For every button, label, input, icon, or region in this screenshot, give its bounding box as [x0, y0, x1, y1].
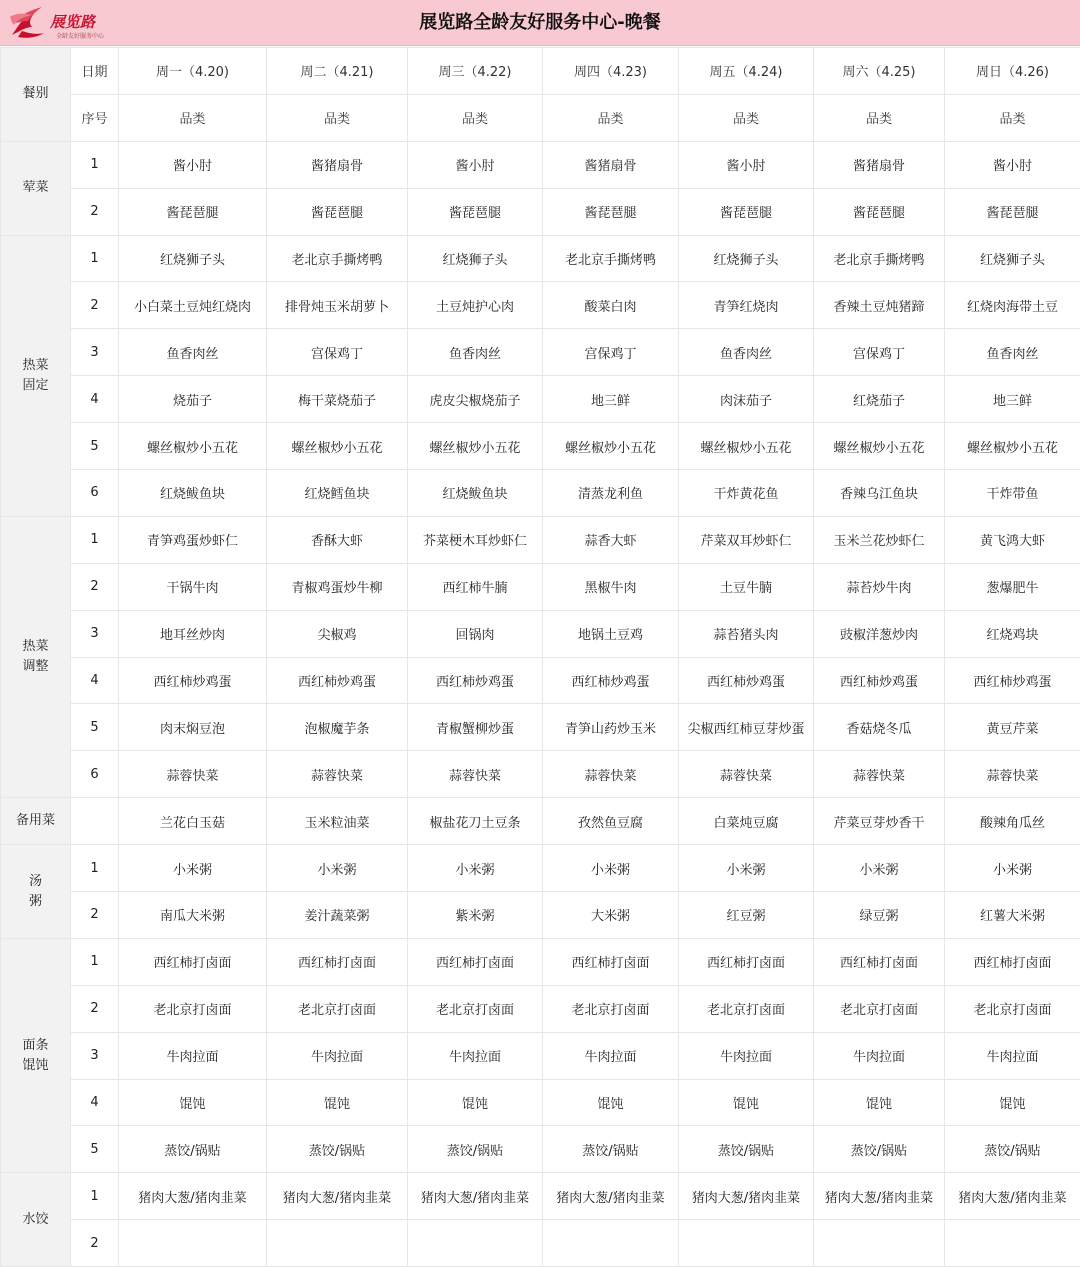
dish-cell: 香辣土豆炖猪蹄	[814, 282, 945, 329]
seq-cell: 1	[71, 235, 119, 282]
seq-cell	[71, 798, 119, 845]
dish-cell: 蒜蓉快菜	[267, 751, 408, 798]
menu-row	[1, 798, 1080, 845]
dish-cell: 西红柿打卤面	[814, 938, 945, 985]
dish-cell: 排骨炖玉米胡萝卜	[267, 282, 408, 329]
dish-cell: 蒜蓉快菜	[679, 751, 814, 798]
dish-cell: 猪肉大葱/猪肉韭菜	[945, 1173, 1080, 1220]
dish-cell: 牛肉拉面	[119, 1032, 267, 1079]
seq-cell: 5	[71, 1126, 119, 1173]
dish-cell: 蒜蓉快菜	[119, 751, 267, 798]
dish-cell: 宫保鸡丁	[814, 329, 945, 376]
dish-cell: 蒜苔炒牛肉	[814, 563, 945, 610]
dish-cell: 豉椒洋葱炒肉	[814, 610, 945, 657]
dish-cell: 西红柿炒鸡蛋	[814, 657, 945, 704]
meal-category-cell	[1, 938, 71, 1172]
dish-cell: 老北京手撕烤鸭	[267, 235, 408, 282]
dish-cell: 西红柿炒鸡蛋	[543, 657, 679, 704]
dish-cell: 姜汁蔬菜粥	[267, 892, 408, 939]
dish-cell: 绿豆粥	[814, 892, 945, 939]
date-header: 日期	[71, 48, 119, 95]
dish-cell: 地三鲜	[543, 376, 679, 423]
dish-cell: 猪肉大葱/猪肉韭菜	[814, 1173, 945, 1220]
dish-cell: 西红柿打卤面	[945, 938, 1080, 985]
dish-cell: 香酥大虾	[267, 516, 408, 563]
dish-cell	[267, 1220, 408, 1267]
dish-cell: 青笋鸡蛋炒虾仁	[119, 516, 267, 563]
seq-cell: 6	[71, 470, 119, 517]
dish-cell: 酱琵琶腿	[945, 188, 1080, 235]
dish-cell: 椒盐花刀土豆条	[408, 798, 543, 845]
logo-subtitle: 全龄友好服务中心	[56, 31, 104, 40]
menu-row	[1, 938, 1080, 985]
menu-row	[1, 1126, 1080, 1173]
seq-cell: 4	[71, 376, 119, 423]
dish-cell: 紫米粥	[408, 892, 543, 939]
menu-row	[1, 423, 1080, 470]
dish-cell: 回锅肉	[408, 610, 543, 657]
dish-cell: 酱小肘	[119, 141, 267, 188]
meal-category-label: 荤菜	[22, 180, 48, 195]
seq-cell: 3	[71, 1032, 119, 1079]
menu-row	[1, 985, 1080, 1032]
dish-cell: 尖椒鸡	[267, 610, 408, 657]
dish-cell: 蒸饺/锅贴	[408, 1126, 543, 1173]
dish-cell	[543, 1220, 679, 1267]
seq-cell: 2	[71, 188, 119, 235]
dish-cell: 猪肉大葱/猪肉韭菜	[267, 1173, 408, 1220]
dish-cell: 猪肉大葱/猪肉韭菜	[679, 1173, 814, 1220]
menu-table	[0, 47, 1080, 1267]
dish-cell: 牛肉拉面	[814, 1032, 945, 1079]
dish-cell: 肉沫茄子	[679, 376, 814, 423]
day-header: 周四（4.23)	[543, 48, 679, 95]
dish-cell: 地耳丝炒肉	[119, 610, 267, 657]
dish-cell: 螺丝椒炒小五花	[679, 423, 814, 470]
meal-category-cell	[1, 798, 71, 845]
dish-cell: 香辣乌江鱼块	[814, 470, 945, 517]
seq-cell: 1	[71, 938, 119, 985]
menu-row	[1, 1173, 1080, 1220]
dish-cell: 尖椒西红柿豆芽炒蛋	[679, 704, 814, 751]
dish-cell: 芹菜双耳炒虾仁	[679, 516, 814, 563]
meal-category-label: 粥	[29, 894, 42, 909]
dish-cell: 孜然鱼豆腐	[543, 798, 679, 845]
dish-cell: 西红柿打卤面	[543, 938, 679, 985]
menu-row	[1, 704, 1080, 751]
dish-cell: 牛肉拉面	[408, 1032, 543, 1079]
category-header: 品类	[679, 94, 814, 141]
seq-cell: 4	[71, 1079, 119, 1126]
dish-cell: 酸菜白肉	[543, 282, 679, 329]
dish-cell: 宫保鸡丁	[267, 329, 408, 376]
dish-cell: 小米粥	[543, 845, 679, 892]
menu-row	[1, 892, 1080, 939]
dish-cell	[679, 1220, 814, 1267]
dish-cell: 清蒸龙利鱼	[543, 470, 679, 517]
dish-cell: 红烧鲅鱼块	[119, 470, 267, 517]
dish-cell: 酱琵琶腿	[814, 188, 945, 235]
meal-category-label: 热菜	[22, 639, 48, 654]
dish-cell: 西红柿炒鸡蛋	[408, 657, 543, 704]
seq-header: 序号	[71, 94, 119, 141]
seq-cell: 2	[71, 1220, 119, 1267]
menu-row	[1, 751, 1080, 798]
dish-cell: 牛肉拉面	[267, 1032, 408, 1079]
logo-text: 展览路	[50, 11, 95, 32]
dish-cell: 红薯大米粥	[945, 892, 1080, 939]
dish-cell: 红烧鳕鱼块	[267, 470, 408, 517]
dish-cell: 酸辣角瓜丝	[945, 798, 1080, 845]
menu-row	[1, 141, 1080, 188]
dish-cell: 老北京手撕烤鸭	[543, 235, 679, 282]
dish-cell: 红烧鸡块	[945, 610, 1080, 657]
dish-cell: 酱小肘	[408, 141, 543, 188]
seq-cell: 3	[71, 610, 119, 657]
meal-category-label: 馄饨	[22, 1058, 48, 1073]
meal-category-label: 面条	[22, 1038, 48, 1053]
dish-cell: 老北京手撕烤鸭	[814, 235, 945, 282]
dish-cell: 西红柿炒鸡蛋	[119, 657, 267, 704]
dish-cell: 大米粥	[543, 892, 679, 939]
seq-cell: 5	[71, 423, 119, 470]
dish-cell: 梅干菜烧茄子	[267, 376, 408, 423]
dish-cell: 小米粥	[119, 845, 267, 892]
dish-cell: 虎皮尖椒烧茄子	[408, 376, 543, 423]
meal-category-label: 热菜	[22, 358, 48, 373]
dish-cell: 青笋红烧肉	[679, 282, 814, 329]
dish-cell: 红烧狮子头	[945, 235, 1080, 282]
dish-cell: 酱琵琶腿	[408, 188, 543, 235]
dish-cell: 兰花白玉菇	[119, 798, 267, 845]
dish-cell: 小白菜土豆炖红烧肉	[119, 282, 267, 329]
dish-cell: 西红柿打卤面	[119, 938, 267, 985]
dish-cell: 黄豆芹菜	[945, 704, 1080, 751]
menu-row	[1, 329, 1080, 376]
dish-cell: 老北京打卤面	[408, 985, 543, 1032]
dish-cell: 馄饨	[543, 1079, 679, 1126]
category-header: 品类	[543, 94, 679, 141]
dish-cell: 蒜蓉快菜	[814, 751, 945, 798]
dish-cell: 牛肉拉面	[543, 1032, 679, 1079]
dish-cell: 鱼香肉丝	[945, 329, 1080, 376]
dish-cell: 蒜蓉快菜	[945, 751, 1080, 798]
seq-cell: 1	[71, 141, 119, 188]
dish-cell: 鱼香肉丝	[679, 329, 814, 376]
dish-cell: 螺丝椒炒小五花	[408, 423, 543, 470]
menu-row	[1, 282, 1080, 329]
dish-cell: 青笋山药炒玉米	[543, 704, 679, 751]
seq-cell: 1	[71, 1173, 119, 1220]
dish-cell: 馄饨	[267, 1079, 408, 1126]
dish-cell: 黄飞鸿大虾	[945, 516, 1080, 563]
dish-cell: 小米粥	[814, 845, 945, 892]
dish-cell: 酱猪扇骨	[814, 141, 945, 188]
dish-cell: 玉米粒油菜	[267, 798, 408, 845]
dish-cell: 西红柿打卤面	[679, 938, 814, 985]
category-header: 品类	[267, 94, 408, 141]
seq-cell: 1	[71, 516, 119, 563]
dish-cell: 酱猪扇骨	[267, 141, 408, 188]
dish-cell: 蒜香大虾	[543, 516, 679, 563]
dish-cell: 白菜炖豆腐	[679, 798, 814, 845]
menu-row	[1, 470, 1080, 517]
seq-cell: 4	[71, 657, 119, 704]
dish-cell: 干炸黄花鱼	[679, 470, 814, 517]
menu-row	[1, 563, 1080, 610]
dish-cell: 西红柿炒鸡蛋	[267, 657, 408, 704]
seq-cell: 2	[71, 985, 119, 1032]
meal-category-label: 汤	[29, 874, 42, 889]
dish-cell: 酱琵琶腿	[679, 188, 814, 235]
header-row-category	[1, 94, 1080, 141]
dish-cell: 红烧肉海带土豆	[945, 282, 1080, 329]
dish-cell: 酱猪扇骨	[543, 141, 679, 188]
dish-cell: 酱琵琶腿	[119, 188, 267, 235]
dish-cell: 土豆炖护心肉	[408, 282, 543, 329]
menu-row	[1, 845, 1080, 892]
dish-cell: 红烧狮子头	[408, 235, 543, 282]
dish-cell: 西红柿打卤面	[267, 938, 408, 985]
dish-cell: 鱼香肉丝	[119, 329, 267, 376]
dish-cell: 酱琵琶腿	[267, 188, 408, 235]
dish-cell: 小米粥	[267, 845, 408, 892]
meal-category-cell	[1, 235, 71, 516]
dish-cell: 红豆粥	[679, 892, 814, 939]
dish-cell: 酱小肘	[945, 141, 1080, 188]
dish-cell: 馄饨	[408, 1079, 543, 1126]
category-header: 品类	[814, 94, 945, 141]
dish-cell: 玉米兰花炒虾仁	[814, 516, 945, 563]
meal-category-cell	[1, 845, 71, 939]
dish-cell: 螺丝椒炒小五花	[119, 423, 267, 470]
dish-cell: 红烧狮子头	[679, 235, 814, 282]
dish-cell: 酱小肘	[679, 141, 814, 188]
dish-cell: 老北京打卤面	[679, 985, 814, 1032]
seq-cell: 2	[71, 892, 119, 939]
dish-cell: 螺丝椒炒小五花	[267, 423, 408, 470]
dish-cell: 蒜蓉快菜	[543, 751, 679, 798]
meal-category-label: 备用菜	[16, 813, 55, 828]
day-header: 周五（4.24)	[679, 48, 814, 95]
meal-category-cell	[1, 516, 71, 797]
dish-cell: 红烧鲅鱼块	[408, 470, 543, 517]
dish-cell	[814, 1220, 945, 1267]
dish-cell: 小米粥	[679, 845, 814, 892]
meal-category-cell	[1, 141, 71, 235]
meal-category-label: 水饺	[22, 1212, 48, 1227]
menu-row	[1, 235, 1080, 282]
dish-cell: 芥菜梗木耳炒虾仁	[408, 516, 543, 563]
dish-cell: 西红柿牛腩	[408, 563, 543, 610]
dish-cell: 猪肉大葱/猪肉韭菜	[408, 1173, 543, 1220]
page-title: 展览路全龄友好服务中心-晚餐	[0, 0, 1080, 45]
day-header: 周二（4.21)	[267, 48, 408, 95]
dish-cell: 螺丝椒炒小五花	[814, 423, 945, 470]
dish-cell: 葱爆肥牛	[945, 563, 1080, 610]
dish-cell: 干炸带鱼	[945, 470, 1080, 517]
dish-cell: 肉末焖豆泡	[119, 704, 267, 751]
dish-cell: 西红柿打卤面	[408, 938, 543, 985]
dish-cell: 香菇烧冬瓜	[814, 704, 945, 751]
dish-cell: 南瓜大米粥	[119, 892, 267, 939]
seq-cell: 5	[71, 704, 119, 751]
seq-cell: 6	[71, 751, 119, 798]
meal-category-cell	[1, 1173, 71, 1267]
dish-cell: 地锅土豆鸡	[543, 610, 679, 657]
dish-cell	[945, 1220, 1080, 1267]
meal-type-header: 餐别	[1, 48, 71, 142]
dish-cell: 老北京打卤面	[814, 985, 945, 1032]
dish-cell: 酱琵琶腿	[543, 188, 679, 235]
seq-cell: 2	[71, 282, 119, 329]
dish-cell: 小米粥	[408, 845, 543, 892]
category-header: 品类	[119, 94, 267, 141]
dish-cell: 蒸饺/锅贴	[679, 1126, 814, 1173]
menu-row	[1, 1220, 1080, 1267]
menu-row	[1, 1032, 1080, 1079]
dish-cell	[119, 1220, 267, 1267]
day-header: 周六（4.25)	[814, 48, 945, 95]
dish-cell: 芹菜豆芽炒香干	[814, 798, 945, 845]
dish-cell: 老北京打卤面	[119, 985, 267, 1032]
dish-cell: 土豆牛腩	[679, 563, 814, 610]
dish-cell: 蒸饺/锅贴	[945, 1126, 1080, 1173]
dish-cell: 红烧狮子头	[119, 235, 267, 282]
dish-cell: 鱼香肉丝	[408, 329, 543, 376]
dish-cell: 蒸饺/锅贴	[119, 1126, 267, 1173]
dish-cell: 地三鲜	[945, 376, 1080, 423]
dish-cell: 馄饨	[119, 1079, 267, 1126]
dish-cell: 老北京打卤面	[543, 985, 679, 1032]
day-header: 周三（4.22)	[408, 48, 543, 95]
seq-cell: 1	[71, 845, 119, 892]
menu-row	[1, 1079, 1080, 1126]
dish-cell: 老北京打卤面	[267, 985, 408, 1032]
menu-row	[1, 188, 1080, 235]
dish-cell: 蒜蓉快菜	[408, 751, 543, 798]
dish-cell: 馄饨	[945, 1079, 1080, 1126]
dish-cell: 泡椒魔芋条	[267, 704, 408, 751]
dish-cell: 螺丝椒炒小五花	[945, 423, 1080, 470]
dish-cell: 黑椒牛肉	[543, 563, 679, 610]
dish-cell: 红烧茄子	[814, 376, 945, 423]
dish-cell: 干锅牛肉	[119, 563, 267, 610]
dish-cell: 蒸饺/锅贴	[543, 1126, 679, 1173]
seq-cell: 3	[71, 329, 119, 376]
dish-cell: 蒸饺/锅贴	[814, 1126, 945, 1173]
dish-cell: 猪肉大葱/猪肉韭菜	[119, 1173, 267, 1220]
meal-category-label: 固定	[22, 378, 48, 393]
category-header: 品类	[408, 94, 543, 141]
category-header: 品类	[945, 94, 1080, 141]
dish-cell: 小米粥	[945, 845, 1080, 892]
day-header: 周一（4.20)	[119, 48, 267, 95]
dish-cell: 烧茄子	[119, 376, 267, 423]
dish-cell: 馄饨	[814, 1079, 945, 1126]
menu-row	[1, 516, 1080, 563]
dish-cell: 青椒鸡蛋炒牛柳	[267, 563, 408, 610]
dish-cell: 蒸饺/锅贴	[267, 1126, 408, 1173]
dish-cell: 宫保鸡丁	[543, 329, 679, 376]
dish-cell: 馄饨	[679, 1079, 814, 1126]
menu-row	[1, 657, 1080, 704]
dish-cell: 老北京打卤面	[945, 985, 1080, 1032]
dish-cell: 西红柿炒鸡蛋	[679, 657, 814, 704]
menu-row	[1, 376, 1080, 423]
dish-cell: 牛肉拉面	[945, 1032, 1080, 1079]
dish-cell	[408, 1220, 543, 1267]
seq-cell: 2	[71, 563, 119, 610]
dish-cell: 青椒蟹柳炒蛋	[408, 704, 543, 751]
dish-cell: 蒜苔猪头肉	[679, 610, 814, 657]
meal-category-label: 调整	[22, 659, 48, 674]
dish-cell: 螺丝椒炒小五花	[543, 423, 679, 470]
dish-cell: 猪肉大葱/猪肉韭菜	[543, 1173, 679, 1220]
header-bar	[0, 0, 1080, 46]
header-row-dates	[1, 48, 1080, 95]
dish-cell: 牛肉拉面	[679, 1032, 814, 1079]
menu-row	[1, 610, 1080, 657]
dish-cell: 西红柿炒鸡蛋	[945, 657, 1080, 704]
day-header: 周日（4.26)	[945, 48, 1080, 95]
